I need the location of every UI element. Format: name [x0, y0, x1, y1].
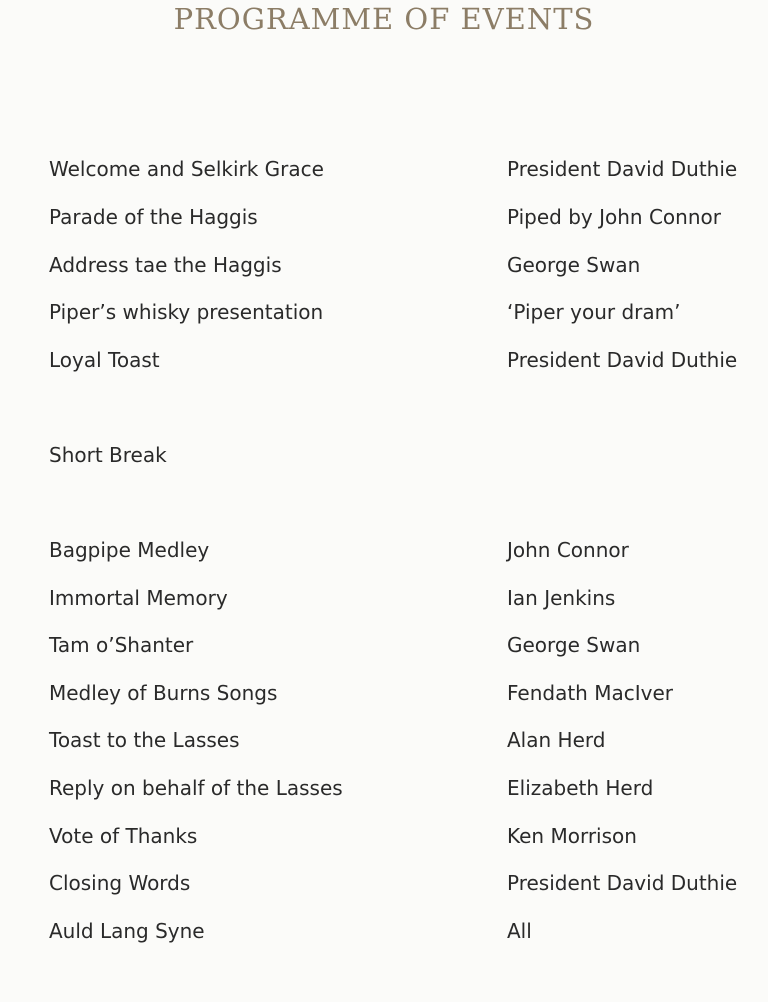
short-break-label: Short Break — [49, 443, 167, 467]
event-performer: Elizabeth Herd — [507, 776, 654, 800]
event-performer: All — [507, 919, 532, 943]
event-name: Immortal Memory — [49, 586, 228, 610]
event-performer: George Swan — [507, 253, 641, 277]
programme-row — [0, 250, 768, 280]
event-name: Toast to the Lasses — [49, 728, 240, 752]
event-name: Piper’s whisky presentation — [49, 300, 324, 324]
programme-row — [0, 773, 768, 803]
page-title: PROGRAMME OF EVENTS — [173, 2, 595, 36]
event-performer: Fendath MacIver — [507, 681, 673, 705]
programme-row — [0, 297, 768, 327]
event-performer: Piped by John Connor — [507, 205, 721, 229]
programme-row — [0, 725, 768, 755]
event-performer: Ian Jenkins — [507, 586, 616, 610]
event-performer: ‘Piper your dram’ — [507, 300, 681, 324]
event-performer: President David Duthie — [507, 157, 738, 181]
event-name: Bagpipe Medley — [49, 538, 210, 562]
programme-row — [0, 535, 768, 565]
programme-row — [0, 202, 768, 232]
event-performer: Alan Herd — [507, 728, 606, 752]
programme-row — [0, 345, 768, 375]
event-name: Address tae the Haggis — [49, 253, 282, 277]
event-name: Medley of Burns Songs — [49, 681, 278, 705]
event-performer: John Connor — [507, 538, 629, 562]
programme-row — [0, 583, 768, 613]
programme-row — [0, 630, 768, 660]
programme-row — [0, 916, 768, 946]
event-name: Welcome and Selkirk Grace — [49, 157, 324, 181]
programme-row — [0, 821, 768, 851]
event-name: Tam o’Shanter — [49, 633, 194, 657]
event-performer: George Swan — [507, 633, 641, 657]
programme-row — [0, 154, 768, 184]
event-name: Vote of Thanks — [49, 824, 198, 848]
event-performer: President David Duthie — [507, 348, 738, 372]
event-performer: Ken Morrison — [507, 824, 637, 848]
event-name: Parade of the Haggis — [49, 205, 258, 229]
event-performer: President David Duthie — [507, 871, 738, 895]
event-name: Reply on behalf of the Lasses — [49, 776, 343, 800]
programme-row — [0, 868, 768, 898]
event-name: Auld Lang Syne — [49, 919, 205, 943]
event-name: Closing Words — [49, 871, 191, 895]
event-name: Loyal Toast — [49, 348, 160, 372]
programme-row — [0, 678, 768, 708]
